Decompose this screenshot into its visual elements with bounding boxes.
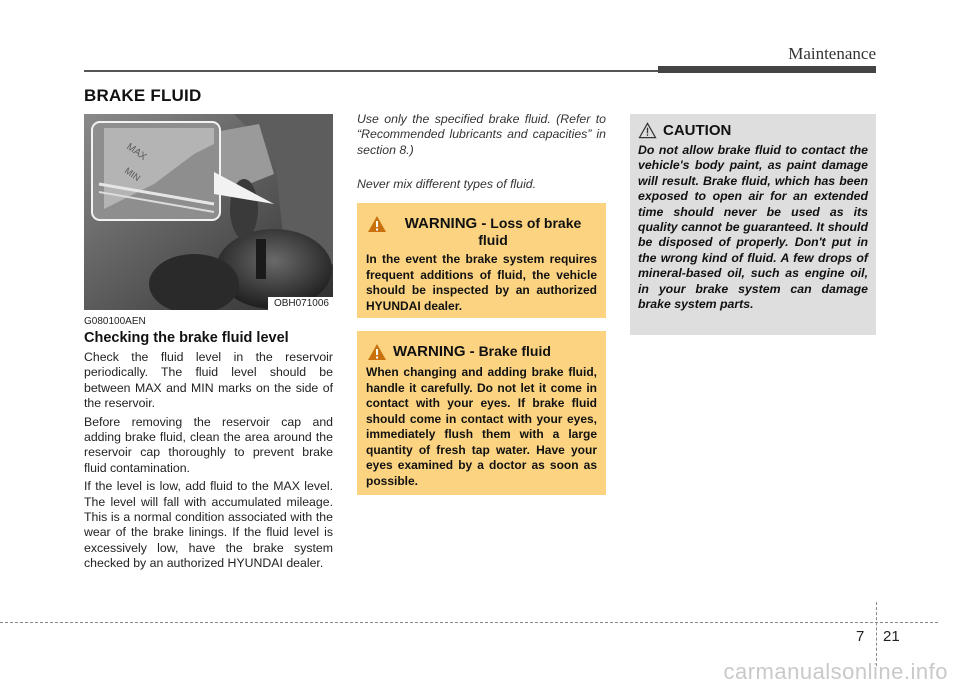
page-number: 21 bbox=[883, 628, 900, 645]
section-title: BRAKE FLUID bbox=[84, 86, 202, 105]
warning-text: In the event the brake system requires frequent additions of fluid, the vehicle should be inspected by an authorized HYUNDAI dealer. bbox=[366, 252, 597, 313]
caution-triangle-icon bbox=[638, 122, 657, 139]
warning-header bbox=[357, 203, 606, 248]
brake-reservoir-photo bbox=[84, 114, 333, 310]
header-rule bbox=[84, 70, 658, 72]
warning-header bbox=[357, 331, 606, 361]
footer-divider bbox=[876, 602, 877, 666]
caution-box bbox=[630, 114, 876, 335]
warning-triangle-icon bbox=[367, 343, 387, 361]
reservoir-illustration bbox=[84, 114, 333, 310]
min-mark-label: MIN bbox=[122, 165, 143, 184]
caution-text: Do not allow brake fluid to contact the vehicle's body paint, as paint damage will result. Brake fluid, which has been exposed to open air for an extended time should never be used as its quality cannot be guaranteed. It should be disposed of properly. Don't put in the wrong kind of fluid. A few drops of mineral-based oil, such as engine oil, in your brake system can damage brake system parts. bbox=[638, 143, 868, 312]
warning-box-brake-fluid bbox=[357, 331, 606, 495]
running-header: Maintenance bbox=[788, 44, 876, 63]
reference-code: G080100AEN bbox=[84, 316, 146, 327]
warning-text: When changing and adding brake fluid, handle it carefully. Do not let it come in contact with your eyes. If brake fluid should come in contact with your eyes, immediately flush them with a large quantity of fresh tap water. Have your eyes examined by a doctor as soon as possible. bbox=[366, 365, 597, 488]
chapter-number: 7 bbox=[856, 628, 865, 645]
warning-box-loss-of-fluid bbox=[357, 203, 606, 318]
note-no-mixing: Never mix different types of fluid. bbox=[357, 177, 537, 191]
warning-label: WARNING - bbox=[404, 215, 487, 232]
caution-title: CAUTION bbox=[663, 122, 732, 139]
paragraph: Before removing the reservoir cap and adding brake fluid, clean the area around the reservoir cap thoroughly to prevent brake fluid contamination. bbox=[84, 414, 333, 475]
warning-triangle-icon bbox=[367, 215, 387, 233]
watermark: carmanualsonline.info bbox=[723, 659, 948, 684]
max-mark-label: MAX bbox=[124, 141, 149, 163]
caution-header bbox=[630, 114, 876, 139]
body-text bbox=[84, 350, 333, 575]
subsection-heading: Checking the brake fluid level bbox=[84, 330, 289, 346]
note-specified-fluid: Use only the specified brake fluid. (Refer to “Recommended lubricants and capacities” in section 8.) bbox=[357, 112, 606, 157]
warning-subject: Loss of brake fluid bbox=[478, 215, 582, 248]
header-bar bbox=[658, 66, 876, 73]
footer-rule bbox=[0, 622, 938, 623]
warning-subject: Brake fluid bbox=[478, 343, 551, 359]
figure-code: OBH071006 bbox=[268, 297, 333, 310]
warning-label: WARNING - bbox=[393, 343, 475, 360]
paragraph: Check the fluid level in the reservoir periodically. The fluid level should be between MAX and MIN marks on the side of the reservoir. bbox=[84, 350, 333, 411]
paragraph: If the level is low, add fluid to the MAX level. The level will fall with accumulated mileage. This is a normal condition associated with the wear of the brake linings. If the fluid level is excessively low, have the brake system checked by an authorized HYUNDAI dealer. bbox=[84, 479, 333, 571]
